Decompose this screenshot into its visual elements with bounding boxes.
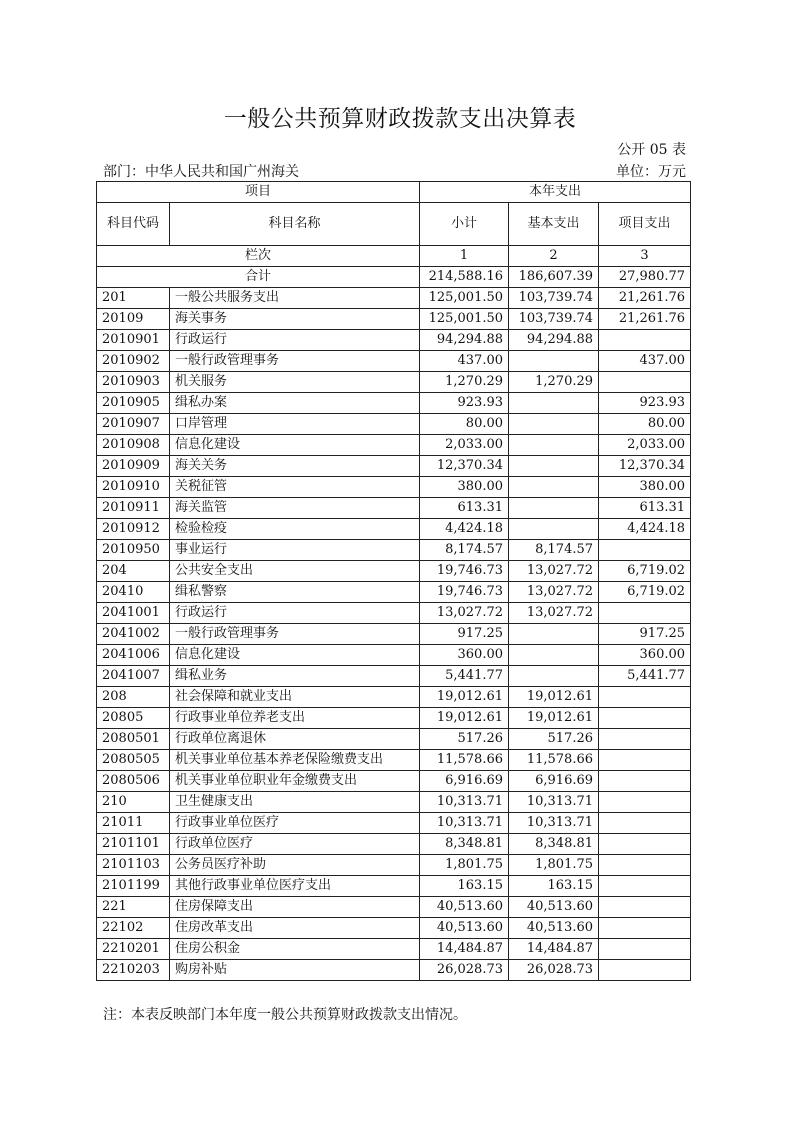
row-name: 一般行政管理事务 <box>170 624 420 645</box>
row-code: 2080506 <box>97 771 170 792</box>
row-basic: 13,027.72 <box>509 561 599 582</box>
row-name: 信息化建设 <box>170 435 420 456</box>
row-project <box>599 372 691 393</box>
row-code: 2101199 <box>97 876 170 897</box>
row-code: 2010909 <box>97 456 170 477</box>
row-subtotal: 437.00 <box>420 351 509 372</box>
row-subtotal: 40,513.60 <box>420 897 509 918</box>
row-subtotal: 380.00 <box>420 477 509 498</box>
table-row <box>97 855 691 876</box>
row-name: 海关事务 <box>170 309 420 330</box>
row-subtotal: 1,270.29 <box>420 372 509 393</box>
row-project: 613.31 <box>599 498 691 519</box>
row-basic <box>509 351 599 372</box>
row-project: 2,033.00 <box>599 435 691 456</box>
row-subtotal: 80.00 <box>420 414 509 435</box>
table-row <box>97 435 691 456</box>
column-number-2: 2 <box>509 246 599 267</box>
row-code: 20109 <box>97 309 170 330</box>
table-row <box>97 624 691 645</box>
row-code: 2101103 <box>97 855 170 876</box>
row-project <box>599 687 691 708</box>
row-basic <box>509 414 599 435</box>
row-basic: 103,739.74 <box>509 309 599 330</box>
table-row <box>97 771 691 792</box>
column-number-1: 1 <box>420 246 509 267</box>
table-row <box>97 456 691 477</box>
row-name: 住房改革支出 <box>170 918 420 939</box>
row-project <box>599 876 691 897</box>
row-name: 机关服务 <box>170 372 420 393</box>
row-project: 4,424.18 <box>599 519 691 540</box>
total-label: 合计 <box>97 267 420 288</box>
department-label: 部门：中华人民共和国广州海关 <box>103 164 299 180</box>
row-subtotal: 10,313.71 <box>420 792 509 813</box>
row-project <box>599 792 691 813</box>
total-row <box>97 267 691 288</box>
row-code: 2010905 <box>97 393 170 414</box>
table-row <box>97 414 691 435</box>
row-subtotal: 4,424.18 <box>420 519 509 540</box>
row-name: 信息化建设 <box>170 645 420 666</box>
row-code: 2010910 <box>97 477 170 498</box>
table-row <box>97 372 691 393</box>
row-name: 行政运行 <box>170 603 420 624</box>
row-basic: 40,513.60 <box>509 918 599 939</box>
table-row <box>97 540 691 561</box>
row-basic: 8,174.57 <box>509 540 599 561</box>
row-project: 80.00 <box>599 414 691 435</box>
row-name: 海关关务 <box>170 456 420 477</box>
row-code: 20805 <box>97 708 170 729</box>
table-row <box>97 519 691 540</box>
row-name: 口岸管理 <box>170 414 420 435</box>
table-row <box>97 666 691 687</box>
row-code: 2041001 <box>97 603 170 624</box>
row-label: 栏次 <box>97 246 420 267</box>
row-name: 机关事业单位基本养老保险缴费支出 <box>170 750 420 771</box>
row-subtotal: 94,294.88 <box>420 330 509 351</box>
row-code: 210 <box>97 792 170 813</box>
row-code: 208 <box>97 687 170 708</box>
row-name: 社会保障和就业支出 <box>170 687 420 708</box>
row-code: 204 <box>97 561 170 582</box>
table-row <box>97 477 691 498</box>
row-name: 公务员医疗补助 <box>170 855 420 876</box>
row-code: 2210203 <box>97 960 170 981</box>
row-subtotal: 12,370.34 <box>420 456 509 477</box>
row-project: 5,441.77 <box>599 666 691 687</box>
row-basic: 8,348.81 <box>509 834 599 855</box>
row-basic: 13,027.72 <box>509 603 599 624</box>
row-name: 公共安全支出 <box>170 561 420 582</box>
row-subtotal: 125,001.50 <box>420 288 509 309</box>
table-row <box>97 939 691 960</box>
row-project: 12,370.34 <box>599 456 691 477</box>
row-project <box>599 918 691 939</box>
row-code: 2010911 <box>97 498 170 519</box>
row-basic <box>509 477 599 498</box>
table-row <box>97 309 691 330</box>
row-basic <box>509 666 599 687</box>
row-name: 缉私业务 <box>170 666 420 687</box>
row-project: 380.00 <box>599 477 691 498</box>
column-number-3: 3 <box>599 246 691 267</box>
row-subtotal: 11,578.66 <box>420 750 509 771</box>
row-subtotal: 19,012.61 <box>420 708 509 729</box>
header-basic: 基本支出 <box>509 203 599 246</box>
row-basic: 517.26 <box>509 729 599 750</box>
row-code: 2010950 <box>97 540 170 561</box>
row-basic: 10,313.71 <box>509 813 599 834</box>
row-project <box>599 708 691 729</box>
table-body <box>97 288 691 981</box>
row-subtotal: 26,028.73 <box>420 960 509 981</box>
row-subtotal: 1,801.75 <box>420 855 509 876</box>
row-name: 缉私办案 <box>170 393 420 414</box>
row-project: 923.93 <box>599 393 691 414</box>
row-subtotal: 917.25 <box>420 624 509 645</box>
row-project <box>599 750 691 771</box>
row-project: 6,719.02 <box>599 582 691 603</box>
table-row <box>97 288 691 309</box>
row-subtotal: 14,484.87 <box>420 939 509 960</box>
row-code: 22102 <box>97 918 170 939</box>
expenditure-table <box>96 181 691 981</box>
row-code: 2041002 <box>97 624 170 645</box>
row-name: 购房补贴 <box>170 960 420 981</box>
row-subtotal: 125,001.50 <box>420 309 509 330</box>
row-code: 201 <box>97 288 170 309</box>
report-title: 一般公共预算财政拨款支出决算表 <box>223 106 577 132</box>
row-basic <box>509 519 599 540</box>
row-name: 事业运行 <box>170 540 420 561</box>
header-project-exp: 项目支出 <box>599 203 691 246</box>
row-project <box>599 603 691 624</box>
row-basic: 163.15 <box>509 876 599 897</box>
row-basic: 11,578.66 <box>509 750 599 771</box>
row-name: 行政单位离退休 <box>170 729 420 750</box>
footnote: 注：本表反映部门本年度一般公共预算财政拨款支出情况。 <box>103 1007 467 1023</box>
row-project: 437.00 <box>599 351 691 372</box>
row-subtotal: 613.31 <box>420 498 509 519</box>
header-row-1 <box>97 182 691 203</box>
row-code: 2080501 <box>97 729 170 750</box>
row-project: 21,261.76 <box>599 288 691 309</box>
row-basic: 14,484.87 <box>509 939 599 960</box>
row-name: 行政单位医疗 <box>170 834 420 855</box>
table-row <box>97 645 691 666</box>
row-subtotal: 10,313.71 <box>420 813 509 834</box>
row-name: 行政事业单位医疗 <box>170 813 420 834</box>
table-row <box>97 897 691 918</box>
row-project <box>599 330 691 351</box>
row-name: 行政运行 <box>170 330 420 351</box>
table-row <box>97 687 691 708</box>
row-subtotal: 40,513.60 <box>420 918 509 939</box>
row-code: 2080505 <box>97 750 170 771</box>
row-project: 21,261.76 <box>599 309 691 330</box>
row-project <box>599 939 691 960</box>
row-basic <box>509 645 599 666</box>
row-project <box>599 729 691 750</box>
table-row <box>97 792 691 813</box>
row-subtotal: 517.26 <box>420 729 509 750</box>
row-name: 住房保障支出 <box>170 897 420 918</box>
table-row <box>97 960 691 981</box>
row-code: 2041006 <box>97 645 170 666</box>
row-name: 住房公积金 <box>170 939 420 960</box>
table-row <box>97 561 691 582</box>
row-code: 2210201 <box>97 939 170 960</box>
row-code: 21011 <box>97 813 170 834</box>
row-basic: 1,801.75 <box>509 855 599 876</box>
row-subtotal: 923.93 <box>420 393 509 414</box>
row-code: 2041007 <box>97 666 170 687</box>
row-project <box>599 771 691 792</box>
total-basic: 186,607.39 <box>509 267 599 288</box>
row-project <box>599 540 691 561</box>
row-code: 2101101 <box>97 834 170 855</box>
row-basic: 6,916.69 <box>509 771 599 792</box>
row-project <box>599 855 691 876</box>
table-row <box>97 582 691 603</box>
row-code: 2010901 <box>97 330 170 351</box>
row-basic <box>509 624 599 645</box>
row-basic <box>509 498 599 519</box>
total-project: 27,980.77 <box>599 267 691 288</box>
row-basic: 10,313.71 <box>509 792 599 813</box>
table-row <box>97 498 691 519</box>
row-basic: 40,513.60 <box>509 897 599 918</box>
row-code: 2010903 <box>97 372 170 393</box>
table-row <box>97 351 691 372</box>
row-project: 6,719.02 <box>599 561 691 582</box>
row-subtotal: 8,348.81 <box>420 834 509 855</box>
header-subtotal: 小计 <box>420 203 509 246</box>
header-row-2 <box>97 203 691 246</box>
table-row <box>97 876 691 897</box>
row-name: 检验检疫 <box>170 519 420 540</box>
table-row <box>97 834 691 855</box>
table-row <box>97 708 691 729</box>
row-basic: 94,294.88 <box>509 330 599 351</box>
row-subtotal: 8,174.57 <box>420 540 509 561</box>
row-name: 卫生健康支出 <box>170 792 420 813</box>
row-subtotal: 19,012.61 <box>420 687 509 708</box>
row-code: 2010902 <box>97 351 170 372</box>
row-subtotal: 19,746.73 <box>420 561 509 582</box>
header-current-year: 本年支出 <box>420 182 691 203</box>
row-subtotal: 5,441.77 <box>420 666 509 687</box>
row-basic <box>509 456 599 477</box>
row-basic: 26,028.73 <box>509 960 599 981</box>
table-row <box>97 918 691 939</box>
row-name: 行政事业单位养老支出 <box>170 708 420 729</box>
row-name: 缉私警察 <box>170 582 420 603</box>
row-name: 关税征管 <box>170 477 420 498</box>
row-name: 机关事业单位职业年金缴费支出 <box>170 771 420 792</box>
table-row <box>97 330 691 351</box>
row-basic: 19,012.61 <box>509 687 599 708</box>
row-project: 917.25 <box>599 624 691 645</box>
row-project <box>599 813 691 834</box>
header-name: 科目名称 <box>170 203 420 246</box>
row-subtotal: 6,916.69 <box>420 771 509 792</box>
row-name: 海关监管 <box>170 498 420 519</box>
row-basic: 1,270.29 <box>509 372 599 393</box>
row-code: 2010912 <box>97 519 170 540</box>
table-row <box>97 603 691 624</box>
table-row <box>97 393 691 414</box>
row-subtotal: 19,746.73 <box>420 582 509 603</box>
row-code: 221 <box>97 897 170 918</box>
row-basic: 13,027.72 <box>509 582 599 603</box>
column-number-row <box>97 246 691 267</box>
row-basic: 103,739.74 <box>509 288 599 309</box>
total-subtotal: 214,588.16 <box>420 267 509 288</box>
row-basic: 19,012.61 <box>509 708 599 729</box>
row-basic <box>509 435 599 456</box>
unit-label: 单位：万元 <box>616 164 686 180</box>
row-project: 360.00 <box>599 645 691 666</box>
row-project <box>599 960 691 981</box>
table-row <box>97 750 691 771</box>
header-code: 科目代码 <box>97 203 170 246</box>
row-name: 一般行政管理事务 <box>170 351 420 372</box>
row-project <box>599 834 691 855</box>
row-code: 2010908 <box>97 435 170 456</box>
row-subtotal: 13,027.72 <box>420 603 509 624</box>
row-name: 其他行政事业单位医疗支出 <box>170 876 420 897</box>
row-subtotal: 163.15 <box>420 876 509 897</box>
row-code: 20410 <box>97 582 170 603</box>
form-number: 公开 05 表 <box>617 142 686 158</box>
row-basic <box>509 393 599 414</box>
table-row <box>97 729 691 750</box>
row-project <box>599 897 691 918</box>
row-subtotal: 360.00 <box>420 645 509 666</box>
row-name: 一般公共服务支出 <box>170 288 420 309</box>
row-code: 2010907 <box>97 414 170 435</box>
row-subtotal: 2,033.00 <box>420 435 509 456</box>
table-row <box>97 813 691 834</box>
header-project: 项目 <box>97 182 420 203</box>
